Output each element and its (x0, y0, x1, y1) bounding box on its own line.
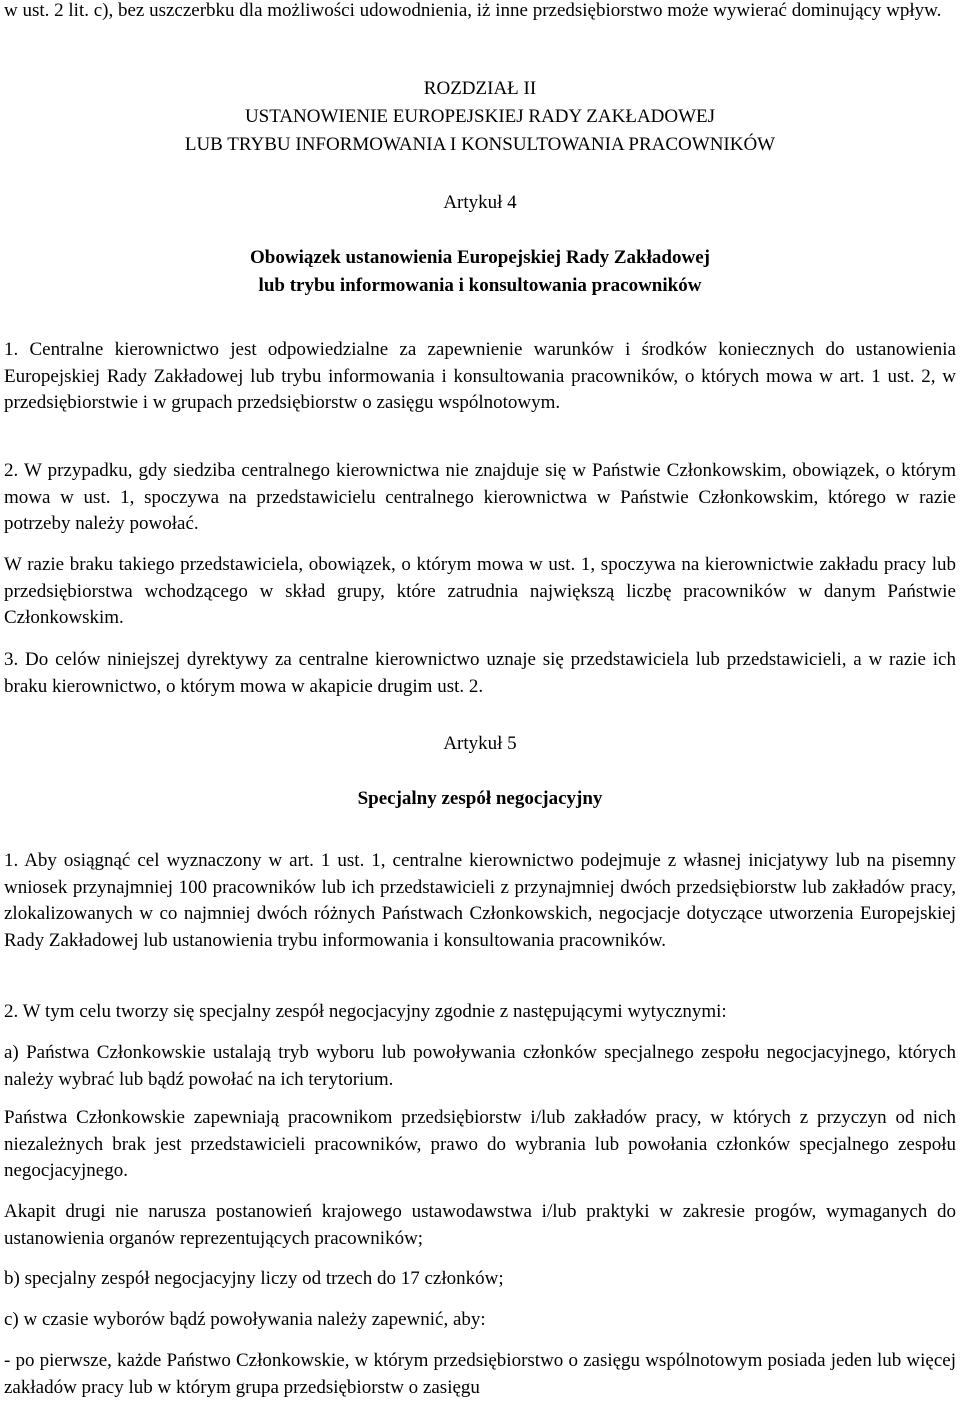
article-4-heading: Artykuł 4 (443, 192, 517, 213)
article-5-paragraph-7: c) w czasie wyborów bądź powoływania należy zapewnić, aby: (4, 1309, 486, 1330)
article-4-paragraph-2: 2. W przypadku, gdy siedziba centralnego kierownictwa nie znajduje się w Państwie Członkowskim, obowiązek, o którym mowa w ust. 1, spoczywa na przedstawicielu centralnego kierownictwa w Państwie Członkowskim, którego w razie potrzeby należy powołać. (4, 460, 956, 534)
chapter-title-line-2: LUB TRYBU INFORMOWANIA I KONSULTOWANIA PRACOWNIKÓW (184, 134, 776, 155)
article-5-subtitle: Specjalny zespół negocjacyjny (357, 788, 603, 809)
article-4-subtitle-line-1: Obowiązek ustanowienia Europejskiej Rady Zakładowej (250, 247, 710, 268)
article-4-paragraph-3: W razie braku takiego przedstawiciela, obowiązek, o którym mowa w ust. 1, spoczywa na kierownictwie zakładu pracy lub przedsiębiorstwa wchodzącego w skład grupy, które zatrudnia największą liczbę pracowników w danym Państwie Członkowskim. (4, 554, 956, 628)
article-5-paragraph-4: Państwa Członkowskie zapewniają pracownikom przedsiębiorstw i/lub zakładów pracy, w których z przyczyn od nich niezależnych brak jest przedstawicieli pracowników, prawo do wybrania lub powołania członków specjalnego zespołu negocjacyjnego. (4, 1107, 956, 1181)
chapter-number: ROZDZIAŁ II (423, 78, 537, 99)
article-5-paragraph-3: a) Państwa Członkowskie ustalają tryb wyboru lub powoływania członków specjalnego zespołu negocjacyjnego, których należy wybrać lub bądź powołać na ich terytorium. (4, 1042, 956, 1090)
article-5-paragraph-6: b) specjalny zespół negocjacyjny liczy od trzech do 17 członków; (4, 1268, 504, 1289)
chapter-heading (4, 75, 956, 159)
article-5-paragraph-2: 2. W tym celu tworzy się specjalny zespół negocjacyjny zgodnie z następującymi wytycznymi: (4, 1001, 727, 1022)
article-4-subtitle-line-2: lub trybu informowania i konsultowania pracowników (258, 275, 702, 296)
article-4-paragraph-4: 3. Do celów niniejszej dyrektywy za centralne kierownictwo uznaje się przedstawiciela lub przedstawicieli, a w razie ich braku kierownictwo, o którym mowa w akapicie drugim ust. 2. (4, 649, 956, 697)
article-5-paragraph-8: - po pierwsze, każde Państwo Członkowskie, w którym przedsiębiorstwo o zasięgu wspólnotowym posiada jeden lub więcej zakładów pracy lub w którym grupa przedsiębiorstw o zasięgu (4, 1350, 956, 1398)
intro-paragraph: w ust. 2 lit. c), bez uszczerbku dla możliwości udowodnienia, iż inne przedsiębiorstwo może wywierać dominujący wpływ. (4, 0, 942, 21)
chapter-title-line-1: USTANOWIENIE EUROPEJSKIEJ RADY ZAKŁADOWEJ (244, 106, 716, 127)
article-4-subtitle (4, 244, 956, 300)
article-5-paragraph-1: 1. Aby osiągnąć cel wyznaczony w art. 1 ust. 1, centralne kierownictwo podejmuje z własnej inicjatywy lub na pisemny wniosek przynajmniej 100 pracowników lub ich przedstawicieli z przynajmniej dwóch przedsiębiorstw lub zakładów pracy, zlokalizowanych w co najmniej dwóch różnych Państwach Członkowskich, negocjacje dotyczące utworzenia Europejskiej Rady Zakładowej lub ustanowienia trybu informowania i konsultowania pracowników. (4, 850, 956, 951)
article-5-paragraph-5: Akapit drugi nie narusza postanowień krajowego ustawodawstwa i/lub praktyki w zakresie progów, wymaganych do ustanowienia organów reprezentujących pracowników; (4, 1201, 956, 1249)
article-4-paragraph-1: 1. Centralne kierownictwo jest odpowiedzialne za zapewnienie warunków i środków koniecznych do ustanowienia Europejskiej Rady Zakładowej lub trybu informowania i konsultowania pracowników, o których mowa w art. 1 ust. 2, w przedsiębiorstwie i w grupach przedsiębiorstw o zasięgu wspólnotowym. (4, 339, 956, 413)
article-5-heading: Artykuł 5 (443, 733, 517, 754)
